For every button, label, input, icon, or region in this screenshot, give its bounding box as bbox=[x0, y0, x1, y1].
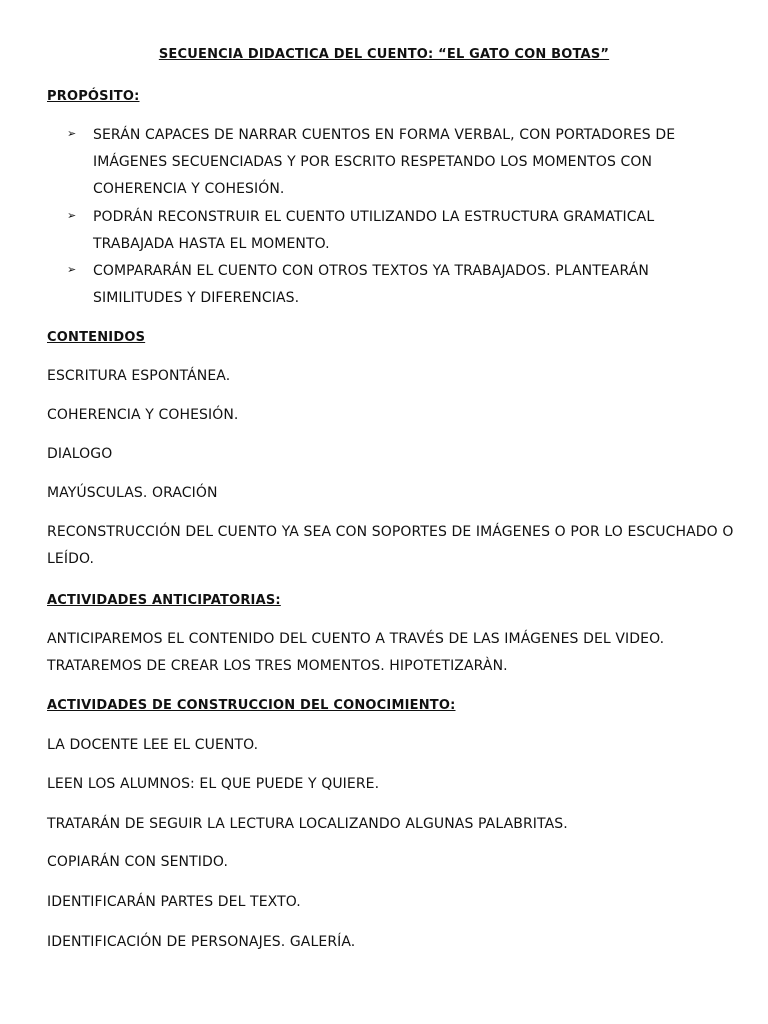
proposito-item-text: PODRÁN RECONSTRUIR EL CUENTO UTILIZANDO LA ESTRUCTURA GRAMATICAL TRABAJADA HASTA EL MOMENTO. bbox=[93, 209, 655, 252]
construccion-item: IDENTIFICARÁN PARTES DEL TEXTO. bbox=[47, 894, 301, 910]
document-title: SECUENCIA DIDACTICA DEL CUENTO: “EL GATO CON BOTAS” bbox=[158, 47, 610, 62]
arrow-bullet-icon: ➢ bbox=[67, 209, 77, 222]
contenidos-item: ESCRITURA ESPONTÁNEA. bbox=[47, 368, 231, 384]
construccion-item: COPIARÁN CON SENTIDO. bbox=[47, 854, 228, 870]
anticipatorias-text: ANTICIPAREMOS EL CONTENIDO DEL CUENTO A TRAVÉS DE LAS IMÁGENES DEL VIDEO. TRATAREMOS DE CREAR LOS TRES MOMENTOS. HIPOTETIZARÀN. bbox=[47, 631, 665, 674]
contenidos-item: MAYÚSCULAS. ORACIÓN bbox=[47, 485, 218, 501]
contenidos-item: COHERENCIA Y COHESIÓN. bbox=[47, 407, 239, 423]
construccion-heading: ACTIVIDADES DE CONSTRUCCION DEL CONOCIMIENTO: bbox=[47, 698, 456, 713]
contenidos-heading: CONTENIDOS bbox=[47, 330, 146, 345]
arrow-bullet-icon: ➢ bbox=[67, 263, 77, 276]
contenidos-item: RECONSTRUCCIÓN DEL CUENTO YA SEA CON SOPORTES DE IMÁGENES O POR LO ESCUCHADO O LEÍDO. bbox=[47, 524, 734, 567]
construccion-item: TRATARÁN DE SEGUIR LA LECTURA LOCALIZANDO ALGUNAS PALABRITAS. bbox=[47, 816, 568, 832]
proposito-heading: PROPÓSITO: bbox=[47, 89, 140, 104]
proposito-item-text: SERÁN CAPACES DE NARRAR CUENTOS EN FORMA VERBAL, CON PORTADORES DE IMÁGENES SECUENCIADAS Y POR ESCRITO RESPETANDO LOS MOMENTOS CON COHERENCIA Y COHESIÓN. bbox=[93, 127, 676, 197]
arrow-bullet-icon: ➢ bbox=[67, 127, 77, 140]
contenidos-item: DIALOGO bbox=[47, 446, 113, 462]
construccion-item: IDENTIFICACIÓN DE PERSONAJES. GALERÍA. bbox=[47, 934, 356, 950]
anticipatorias-heading: ACTIVIDADES ANTICIPATORIAS: bbox=[47, 593, 281, 608]
construccion-item: LA DOCENTE LEE EL CUENTO. bbox=[47, 737, 259, 753]
construccion-item: LEEN LOS ALUMNOS: EL QUE PUEDE Y QUIERE. bbox=[47, 776, 380, 792]
proposito-item-text: COMPARARÁN EL CUENTO CON OTROS TEXTOS YA TRABAJADOS. PLANTEARÁN SIMILITUDES Y DIFERENCIAS. bbox=[93, 263, 649, 306]
